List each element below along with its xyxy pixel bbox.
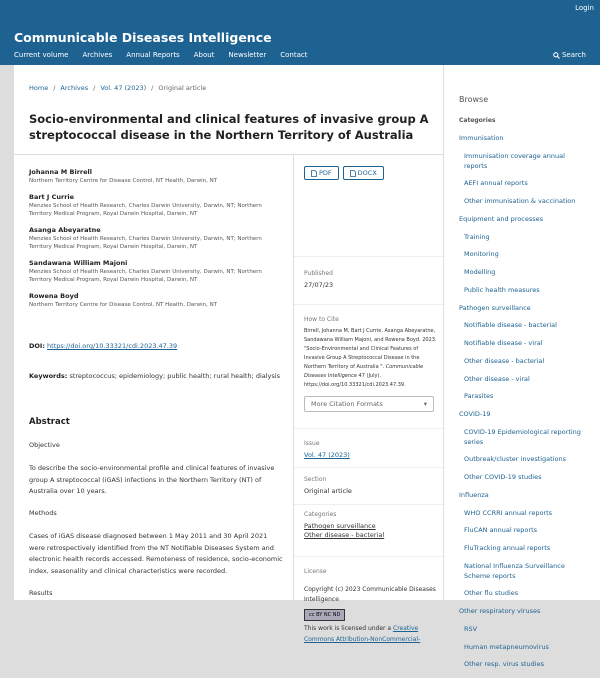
doi-label: DOI: [29, 342, 45, 350]
article-main [14, 65, 444, 643]
article-details [293, 154, 444, 643]
pdf-label: PDF [319, 169, 332, 177]
nav-archives[interactable]: Archives [82, 51, 113, 59]
objective-text: To describe the socio-environmental profile and clinical features of invasive group A streptococcal (iGAS) infections in the Northern Territory (NT) of Australia over 10 years. [29, 464, 275, 496]
section-divider [294, 256, 445, 257]
breadcrumb-current: Original article [158, 84, 207, 92]
breadcrumb-separator: / [93, 84, 96, 92]
sidebar-subcategory[interactable]: Parasites [464, 392, 494, 401]
sidebar-subcategory[interactable]: COVID-19 Epidemiological reporting series [464, 427, 581, 446]
section-value: Original article [304, 487, 352, 495]
section-divider [294, 304, 445, 305]
authors-list [29, 168, 284, 317]
sidebar-subcategory[interactable]: National Influenza Surveillance Scheme reports [464, 561, 565, 580]
issue-link[interactable]: Vol. 47 (2023) [304, 451, 350, 459]
site-header [0, 0, 600, 65]
author-entry [29, 226, 284, 252]
citation-tail: 47 (July). https://doi.org/10.33321/cdi.2023.47.39. [304, 373, 406, 388]
sidebar-subcategory[interactable]: Other flu studies [464, 589, 519, 598]
login-link[interactable]: Login [575, 4, 594, 12]
breadcrumb-home[interactable]: Home [29, 84, 49, 92]
site-title[interactable]: Communicable Diseases Intelligence [14, 30, 272, 45]
keywords-value: streptococcus; epidemiology; public health; rural health; dialysis [69, 372, 280, 380]
sidebar-category[interactable]: Immunisation [459, 134, 504, 142]
sidebar-subcategory[interactable]: Other disease - viral [464, 374, 530, 383]
sidebar-subcategory[interactable]: Other COVID-19 studies [464, 473, 542, 481]
author-name: Asanga Abeyaratne [29, 225, 101, 234]
author-affiliation: Menzies School of Health Research, Charles Darwin University, Darwin, NT; Northern Territory Medical Program, Royal Darwin Hospital, Darwin, NT [29, 202, 262, 218]
author-name: Sandawana William Majoni [29, 258, 128, 267]
breadcrumb-separator: / [53, 84, 56, 92]
docx-label: DOCX [357, 169, 377, 177]
published-section [304, 270, 439, 290]
author-name: Johanna M Birrell [29, 168, 92, 176]
citation-plain: Birrell, Johanna M, Bart J Currie, Asanga Abeyaratne, Sandawana William Majoni, and Rowena Boyd. 2023. "Socio-Environmental and Clinical Features of Invasive Group A Streptococcal Disease in the Northern Territory of Australia ". [304, 328, 437, 370]
sidebar-subcategory[interactable]: AEFI annual reports [464, 179, 528, 188]
section-label: Section [304, 476, 327, 483]
sidebar-subcategory[interactable]: FluTracking annual reports [464, 544, 551, 552]
sidebar-subcategory[interactable]: Immunisation coverage annual reports [464, 151, 565, 170]
citation-text [304, 327, 439, 390]
sidebar-subcategory[interactable]: WHO CCRRI annual reports [464, 508, 553, 517]
section-section [304, 476, 439, 496]
sidebar-category[interactable]: Other respiratory viruses [459, 607, 541, 615]
sidebar-subcategory[interactable]: Human metapneumovirus [464, 642, 549, 651]
breadcrumb-separator: / [151, 84, 154, 92]
file-icon [311, 170, 317, 177]
abstract-section [29, 417, 284, 611]
sidebar-category[interactable]: Pathogen surveillance [459, 303, 531, 312]
sidebar-subcategory[interactable]: RSV [464, 624, 478, 633]
license-note-text: This work is licensed under a [304, 625, 394, 633]
license-link[interactable]: Creative Commons Attribution-NonCommercial- [304, 625, 421, 643]
section-divider [294, 504, 445, 505]
sidebar-subcategory[interactable]: Other disease - bacterial [464, 356, 545, 365]
sidebar-subcategory[interactable]: Notifiable disease - bacterial [464, 321, 557, 330]
license-section [304, 568, 439, 645]
author-name: Bart J Currie [29, 192, 75, 201]
search-button[interactable] [553, 51, 586, 59]
license-text: Copyright (c) 2023 Communicable Diseases Intelligence [304, 586, 436, 604]
doi-line [29, 342, 177, 350]
chevron-down-icon: ▾ [423, 400, 427, 408]
section-divider [294, 428, 445, 429]
nav-about[interactable]: About [193, 51, 215, 59]
author-affiliation: Northern Territory Centre for Disease Control, NT Health, Darwin, NT [29, 178, 218, 185]
license-label: License [304, 568, 327, 575]
author-entry [29, 292, 284, 310]
how-to-cite-label: How to Cite [304, 316, 339, 323]
author-entry [29, 259, 284, 285]
categories-label: Categories [304, 511, 337, 518]
results-heading: Results [29, 588, 53, 597]
sidebar-category[interactable]: COVID-19 [459, 410, 491, 418]
search-icon [553, 52, 560, 59]
categories-heading: Categories [459, 117, 496, 124]
methods-text: Cases of iGAS disease diagnosed between 1 May 2011 and 30 April 2021 were retrospectively identified from the NT Notifiable Diseases System and electronic health records accessed. Remoteness of residence, socio-economic index, seasonality and clinical characteristics were recorded. [29, 532, 283, 576]
nav-contact[interactable]: Contact [280, 51, 308, 59]
sidebar-subcategory[interactable]: Public health measures [464, 285, 540, 294]
sidebar-subcategory[interactable]: Other immunisation & vaccination [464, 197, 576, 205]
license-note [304, 624, 439, 644]
sidebar [445, 65, 600, 669]
sidebar-subcategory[interactable]: FluCAN annual reports [464, 526, 538, 535]
sidebar-category[interactable]: Equipment and processes [459, 214, 544, 223]
sidebar-category[interactable]: Influenza [459, 490, 489, 499]
browse-heading: Browse [459, 95, 489, 104]
sidebar-subcategory[interactable]: Training [464, 232, 490, 241]
abstract-heading: Abstract [29, 417, 70, 427]
published-date: 27/07/23 [304, 281, 334, 289]
author-name: Rowena Boyd [29, 291, 79, 300]
category-link[interactable]: Other disease - bacterial [304, 531, 385, 540]
page-content [14, 65, 600, 669]
nav-annual-reports[interactable]: Annual Reports [126, 51, 180, 59]
author-affiliation: Northern Territory Centre for Disease Control, NT Health, Darwin, NT [29, 302, 218, 309]
breadcrumb [29, 84, 206, 92]
breadcrumb-archives[interactable]: Archives [60, 84, 89, 92]
methods-heading: Methods [29, 509, 57, 518]
objective-heading: Objective [29, 441, 60, 449]
categories-section [304, 511, 439, 540]
author-entry [29, 193, 284, 219]
file-icon [350, 170, 356, 177]
keywords-label: Keywords: [29, 372, 68, 380]
keywords-line [29, 372, 280, 380]
issue-label: Issue [304, 440, 320, 447]
sidebar-subcategory[interactable]: Monitoring [464, 250, 499, 259]
author-affiliation: Menzies School of Health Research, Charles Darwin University, Darwin, NT; Northern Territory Medical Program, Royal Darwin Hospital, Darwin, NT [29, 235, 262, 251]
citation-journal: Communicable Diseases Intelligence [304, 364, 424, 379]
article-title: Socio-environmental and clinical features of invasive group A streptococcal disease in the Northern Territory of Australia [29, 112, 429, 143]
published-label: Published [304, 270, 333, 277]
cc-license-badge[interactable]: cc BY NC ND [304, 609, 345, 621]
sidebar-subcategory[interactable]: Modelling [464, 268, 496, 276]
section-divider [294, 467, 445, 468]
author-entry [29, 168, 284, 186]
citation-format-select[interactable] [304, 396, 434, 412]
nav-current-volume[interactable]: Current volume [14, 51, 69, 59]
category-list [459, 134, 589, 678]
main-nav [14, 51, 308, 59]
sidebar-subcategory[interactable]: Outbreak/cluster investigations [464, 455, 567, 464]
search-label: Search [561, 51, 586, 59]
doi-link[interactable]: https://doi.org/10.33321/cdi.2023.47.39 [47, 342, 178, 350]
sidebar-subcategory[interactable]: Notifiable disease - viral [464, 339, 543, 347]
how-to-cite-section [304, 316, 439, 412]
breadcrumb-volume[interactable]: Vol. 47 (2023) [100, 84, 147, 92]
issue-section [304, 440, 439, 460]
citation-format-label: More Citation Formats [311, 400, 383, 408]
docx-button[interactable] [343, 166, 384, 180]
sidebar-subcategory[interactable]: Other resp. virus studies [464, 660, 544, 669]
author-affiliation: Menzies School of Health Research, Charles Darwin University, Darwin, NT; Northern Territory Medical Program, Royal Darwin Hospital, Darwin, NT [29, 268, 262, 284]
pdf-button[interactable] [304, 166, 339, 180]
category-link[interactable]: Pathogen surveillance [304, 522, 376, 530]
galley-buttons [304, 166, 384, 180]
nav-newsletter[interactable]: Newsletter [228, 51, 267, 59]
section-divider [294, 556, 445, 557]
